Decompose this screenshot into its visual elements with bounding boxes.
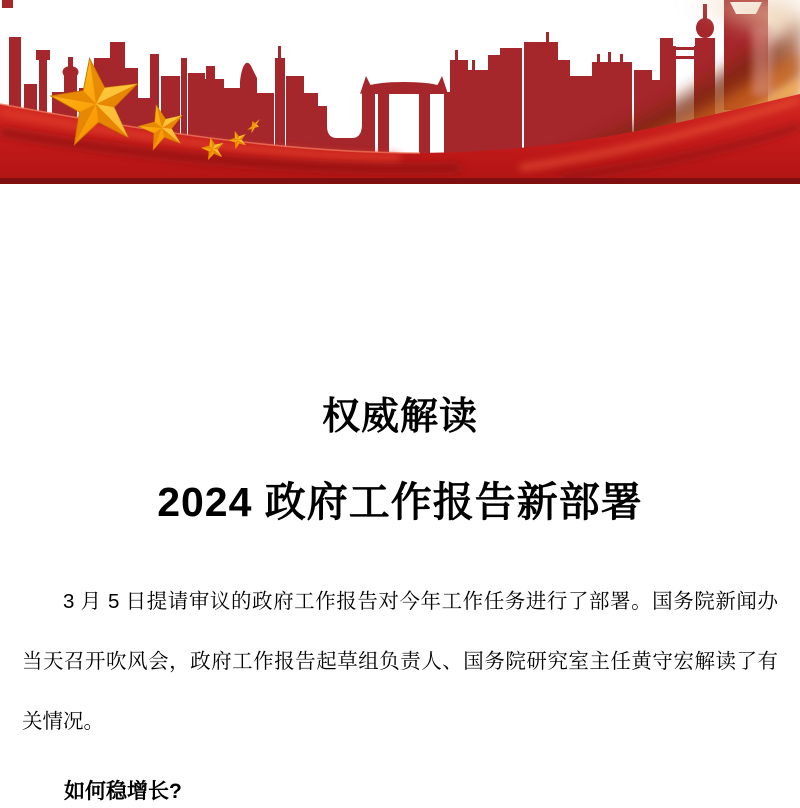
banner-svg [0, 0, 800, 184]
headline-line1: 权威解读 [321, 396, 478, 438]
section-heading: 如何稳增长? [64, 780, 182, 803]
headline-line2: 2024 政府工作报告新部署 [157, 479, 643, 525]
banner-graphic [0, 0, 800, 184]
article-paragraph: 3 月 5 日提请审议的政府工作报告对今年工作任务进行了部署。国务院新闻办当天召开吹风会，政府工作报告起草组负责人、国务院研究室主任黄守宏解读了有关情况。 [22, 590, 778, 733]
